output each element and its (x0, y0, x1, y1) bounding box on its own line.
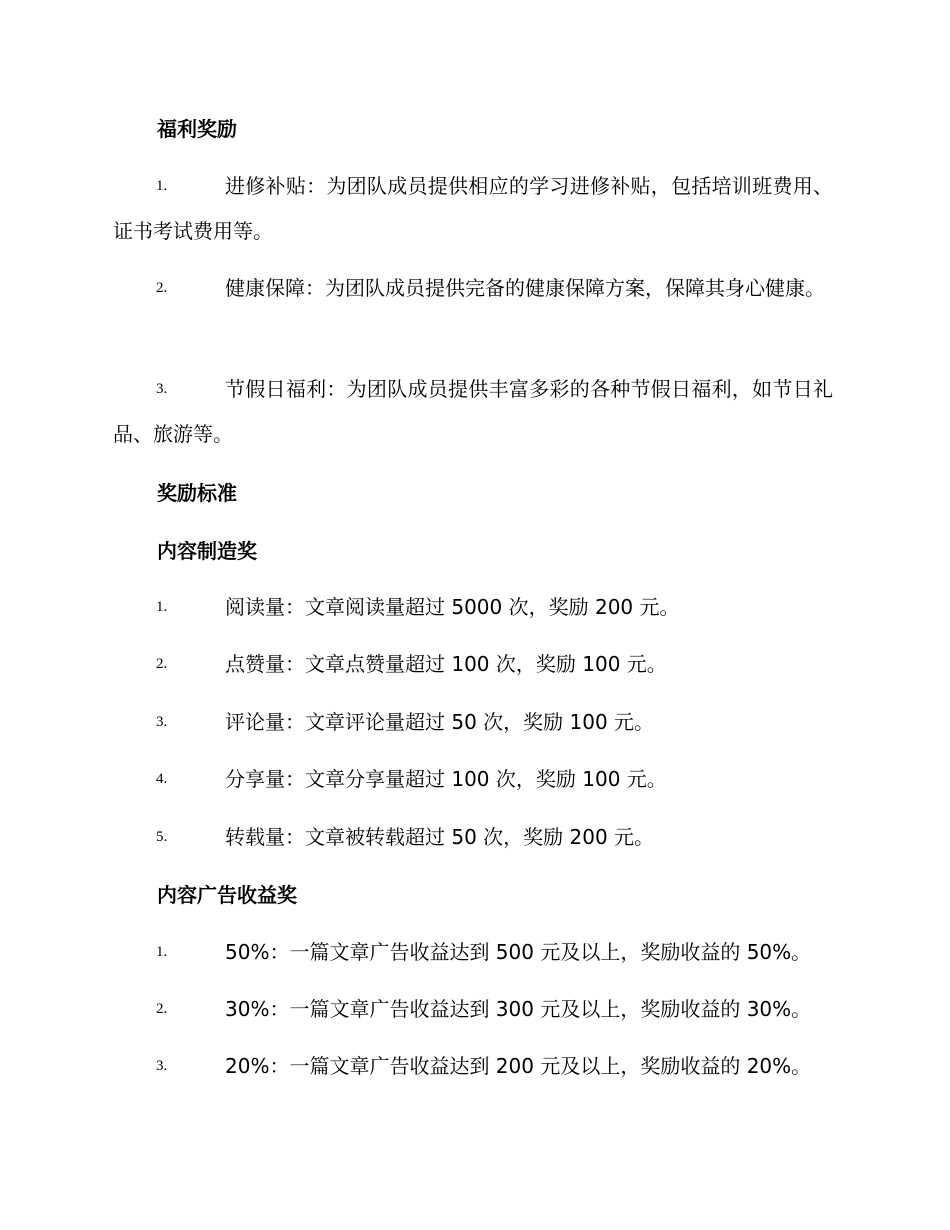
list-number: 2. (156, 280, 168, 296)
list-number: 4. (156, 771, 168, 787)
list-item (113, 266, 833, 311)
section-title-welfare: 福利奖励 (157, 117, 237, 141)
list-text: 评论量：文章评论量超过 50 次，奖励 100 元。 (225, 710, 655, 734)
list-item (113, 930, 833, 975)
list-text: 健康保障：为团队成员提供完备的健康保障方案，保障其身心健康。 (225, 276, 825, 300)
section-title-content-award: 内容制造奖 (157, 539, 257, 563)
list-item (113, 700, 833, 745)
list-number: 5. (156, 829, 168, 845)
list-number: 2. (156, 1001, 168, 1017)
list-number: 2. (156, 656, 168, 672)
list-item (113, 987, 833, 1032)
list-text: 转载量：文章被转载超过 50 次，奖励 200 元。 (225, 825, 655, 849)
list-text: 点赞量：文章点赞量超过 100 次，奖励 100 元。 (225, 652, 667, 676)
list-item (113, 164, 833, 254)
list-number: 3. (156, 381, 168, 397)
section-title-standards: 奖励标准 (157, 481, 237, 505)
list-item (113, 367, 833, 457)
list-text: 20%：一篇文章广告收益达到 200 元及以上，奖励收益的 20%。 (225, 1054, 812, 1078)
list-number: 1. (156, 599, 168, 615)
list-number: 3. (156, 714, 168, 730)
list-text: 50%：一篇文章广告收益达到 500 元及以上，奖励收益的 50%。 (225, 940, 812, 964)
list-text: 进修补贴：为团队成员提供相应的学习进修补贴，包括培训班费用、证书考试费用等。 (113, 174, 833, 243)
list-item (113, 757, 833, 802)
list-item (113, 642, 833, 687)
list-item (113, 815, 833, 860)
list-text: 节假日福利：为团队成员提供丰富多彩的各种节假日福利，如节日礼品、旅游等。 (113, 377, 833, 446)
list-number: 3. (156, 1058, 168, 1074)
list-number: 1. (156, 944, 168, 960)
list-number: 1. (156, 178, 168, 194)
list-text: 30%：一篇文章广告收益达到 300 元及以上，奖励收益的 30%。 (225, 997, 812, 1021)
section-title-ad-award: 内容广告收益奖 (157, 883, 297, 907)
list-text: 阅读量：文章阅读量超过 5000 次，奖励 200 元。 (225, 595, 680, 619)
list-text: 分享量：文章分享量超过 100 次，奖励 100 元。 (225, 767, 667, 791)
list-item (113, 1044, 833, 1089)
list-item (113, 585, 833, 630)
